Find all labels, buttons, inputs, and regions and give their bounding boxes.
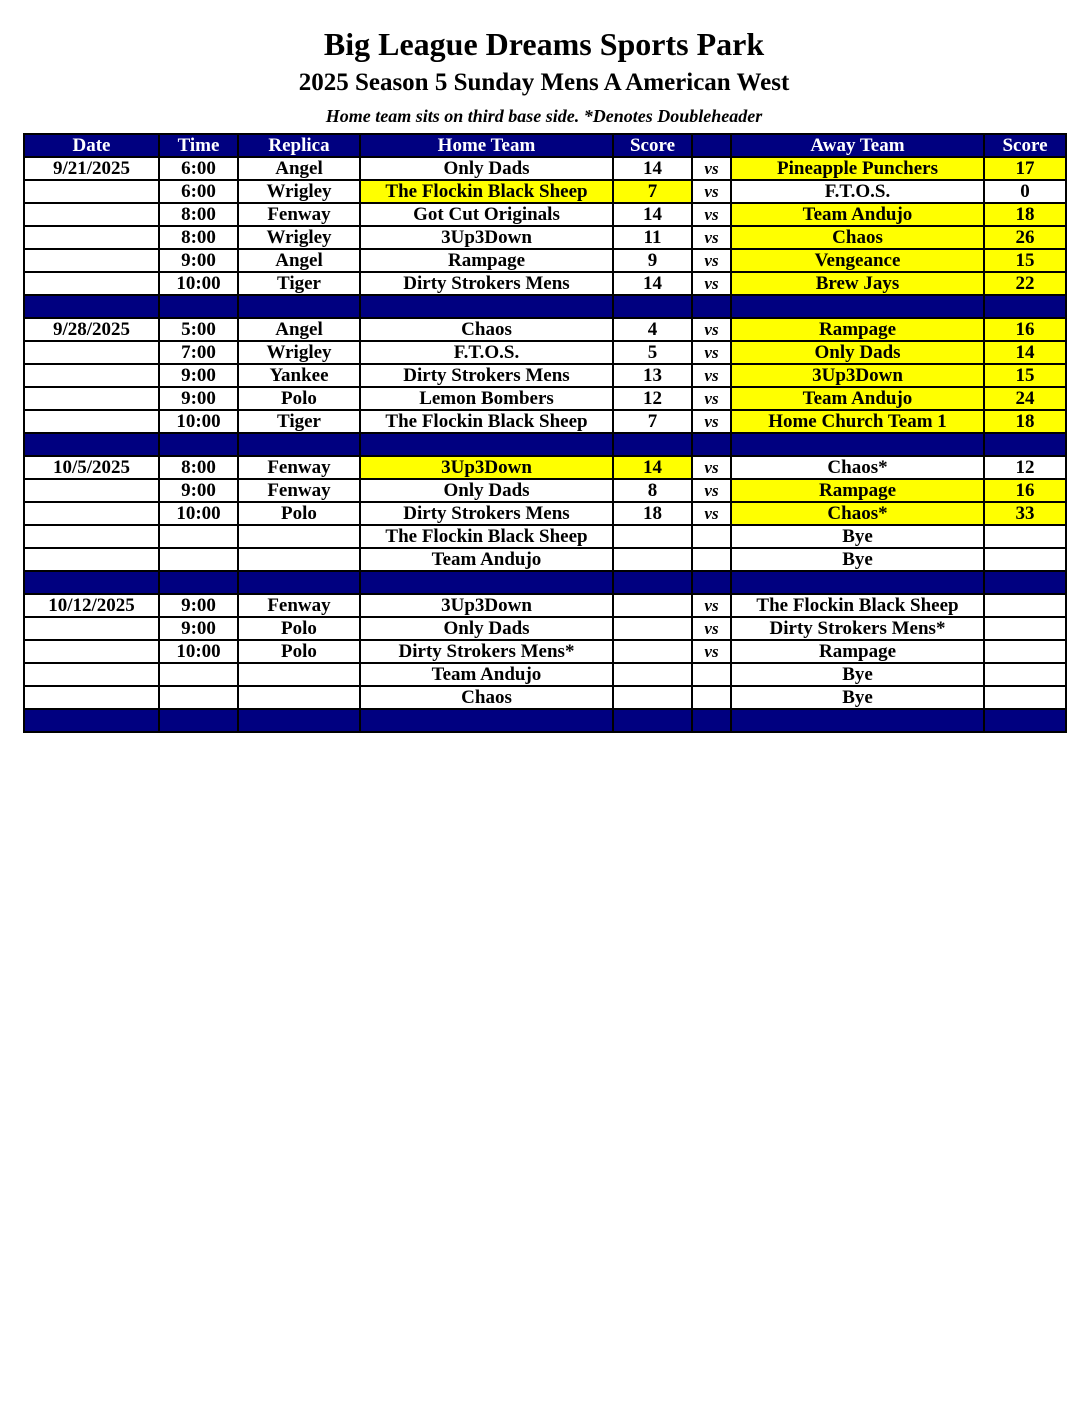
- away-score-cell: 12: [984, 456, 1066, 479]
- vs-cell: vs: [692, 364, 731, 387]
- away-team-cell: F.T.O.S.: [731, 180, 984, 203]
- time-cell: 10:00: [159, 640, 238, 663]
- game-row: [24, 525, 1066, 548]
- replica-cell: Angel: [238, 318, 360, 341]
- vs-cell: vs: [692, 456, 731, 479]
- separator-cell: [984, 709, 1066, 732]
- home-score-cell: 7: [613, 410, 692, 433]
- home-team-cell: Dirty Strokers Mens*: [360, 640, 613, 663]
- separator-cell: [24, 571, 159, 594]
- away-team-cell: Bye: [731, 548, 984, 571]
- game-row: [24, 180, 1066, 203]
- home-team-cell: Dirty Strokers Mens: [360, 272, 613, 295]
- week-separator-row: [24, 295, 1066, 318]
- away-team-cell: Bye: [731, 525, 984, 548]
- time-cell: 10:00: [159, 502, 238, 525]
- separator-cell: [984, 433, 1066, 456]
- date-cell: 10/5/2025: [24, 456, 159, 479]
- date-cell: [24, 617, 159, 640]
- home-team-cell: Dirty Strokers Mens: [360, 502, 613, 525]
- away-team-cell: Home Church Team 1: [731, 410, 984, 433]
- away-team-cell: Pineapple Punchers: [731, 157, 984, 180]
- away-score-cell: 15: [984, 249, 1066, 272]
- date-cell: [24, 180, 159, 203]
- date-cell: [24, 364, 159, 387]
- separator-cell: [238, 571, 360, 594]
- page-title: Big League Dreams Sports Park: [323, 26, 765, 62]
- away-team-cell: Team Andujo: [731, 203, 984, 226]
- away-team-cell: Rampage: [731, 640, 984, 663]
- game-row: [24, 663, 1066, 686]
- time-cell: 7:00: [159, 341, 238, 364]
- home-team-cell: Only Dads: [360, 157, 613, 180]
- date-cell: [24, 410, 159, 433]
- separator-cell: [692, 433, 731, 456]
- vs-cell: [692, 525, 731, 548]
- replica-cell: Tiger: [238, 272, 360, 295]
- time-cell: 10:00: [159, 272, 238, 295]
- separator-cell: [613, 295, 692, 318]
- away-score-cell: 17: [984, 157, 1066, 180]
- home-team-cell: Got Cut Originals: [360, 203, 613, 226]
- separator-cell: [159, 709, 238, 732]
- time-cell: 6:00: [159, 180, 238, 203]
- away-score-cell: [984, 548, 1066, 571]
- game-row: [24, 203, 1066, 226]
- game-row: [24, 686, 1066, 709]
- game-row: [24, 387, 1066, 410]
- game-row: [24, 410, 1066, 433]
- vs-cell: vs: [692, 387, 731, 410]
- replica-cell: Angel: [238, 249, 360, 272]
- replica-cell: Yankee: [238, 364, 360, 387]
- replica-cell: [238, 525, 360, 548]
- separator-cell: [731, 709, 984, 732]
- date-cell: [24, 686, 159, 709]
- vs-cell: vs: [692, 180, 731, 203]
- away-score-cell: 15: [984, 364, 1066, 387]
- vs-cell: vs: [692, 203, 731, 226]
- page-subtitle: 2025 Season 5 Sunday Mens A American West: [298, 69, 790, 96]
- home-score-cell: 13: [613, 364, 692, 387]
- home-score-cell: 14: [613, 203, 692, 226]
- separator-cell: [692, 571, 731, 594]
- home-score-cell: 4: [613, 318, 692, 341]
- time-cell: [159, 686, 238, 709]
- replica-cell: Wrigley: [238, 341, 360, 364]
- away-score-cell: 16: [984, 479, 1066, 502]
- game-row: [24, 364, 1066, 387]
- replica-cell: Polo: [238, 617, 360, 640]
- away-score-cell: 26: [984, 226, 1066, 249]
- away-score-cell: 14: [984, 341, 1066, 364]
- away-score-cell: 24: [984, 387, 1066, 410]
- home-team-cell: Chaos: [360, 318, 613, 341]
- separator-cell: [238, 433, 360, 456]
- vs-cell: vs: [692, 341, 731, 364]
- home-score-cell: 11: [613, 226, 692, 249]
- replica-cell: Polo: [238, 387, 360, 410]
- replica-cell: [238, 548, 360, 571]
- vs-cell: vs: [692, 249, 731, 272]
- home-team-cell: Chaos: [360, 686, 613, 709]
- vs-cell: [692, 686, 731, 709]
- replica-cell: Fenway: [238, 594, 360, 617]
- date-cell: [24, 640, 159, 663]
- week-separator-row: [24, 571, 1066, 594]
- separator-cell: [238, 295, 360, 318]
- separator-cell: [692, 295, 731, 318]
- vs-cell: vs: [692, 502, 731, 525]
- time-cell: 9:00: [159, 364, 238, 387]
- home-score-cell: [613, 686, 692, 709]
- home-team-cell: 3Up3Down: [360, 226, 613, 249]
- game-row: [24, 157, 1066, 180]
- vs-cell: vs: [692, 594, 731, 617]
- column-header-home-team: Home Team: [360, 134, 613, 157]
- away-team-cell: Vengeance: [731, 249, 984, 272]
- home-team-cell: Only Dads: [360, 617, 613, 640]
- column-header-date: Date: [24, 134, 159, 157]
- separator-cell: [24, 433, 159, 456]
- away-score-cell: [984, 594, 1066, 617]
- home-team-cell: F.T.O.S.: [360, 341, 613, 364]
- game-row: [24, 226, 1066, 249]
- schedule-table: [23, 133, 1067, 733]
- separator-cell: [613, 433, 692, 456]
- date-cell: [24, 226, 159, 249]
- home-team-cell: The Flockin Black Sheep: [360, 410, 613, 433]
- game-row: [24, 249, 1066, 272]
- game-row: [24, 272, 1066, 295]
- home-team-cell: Team Andujo: [360, 663, 613, 686]
- column-header-vs: [692, 134, 731, 157]
- separator-cell: [159, 295, 238, 318]
- home-score-cell: [613, 663, 692, 686]
- away-score-cell: [984, 525, 1066, 548]
- away-score-cell: 0: [984, 180, 1066, 203]
- vs-cell: vs: [692, 479, 731, 502]
- time-cell: 8:00: [159, 456, 238, 479]
- date-cell: [24, 525, 159, 548]
- home-score-cell: 7: [613, 180, 692, 203]
- away-score-cell: 18: [984, 203, 1066, 226]
- vs-cell: vs: [692, 318, 731, 341]
- home-score-cell: [613, 548, 692, 571]
- away-team-cell: Brew Jays: [731, 272, 984, 295]
- date-cell: [24, 479, 159, 502]
- time-cell: [159, 548, 238, 571]
- home-team-cell: Dirty Strokers Mens: [360, 364, 613, 387]
- home-team-cell: Only Dads: [360, 479, 613, 502]
- schedule-note: Home team sits on third base side. *Denotes Doubleheader: [325, 106, 763, 126]
- away-score-cell: 16: [984, 318, 1066, 341]
- home-score-cell: 12: [613, 387, 692, 410]
- home-team-cell: Lemon Bombers: [360, 387, 613, 410]
- vs-cell: vs: [692, 157, 731, 180]
- time-cell: 8:00: [159, 203, 238, 226]
- away-team-cell: Only Dads: [731, 341, 984, 364]
- game-row: [24, 456, 1066, 479]
- separator-cell: [984, 295, 1066, 318]
- home-score-cell: 5: [613, 341, 692, 364]
- time-cell: 9:00: [159, 617, 238, 640]
- replica-cell: Wrigley: [238, 180, 360, 203]
- game-row: [24, 548, 1066, 571]
- separator-cell: [731, 571, 984, 594]
- away-team-cell: Team Andujo: [731, 387, 984, 410]
- home-score-cell: 14: [613, 157, 692, 180]
- away-team-cell: Rampage: [731, 318, 984, 341]
- vs-cell: vs: [692, 617, 731, 640]
- header-row: [24, 134, 1066, 157]
- away-team-cell: The Flockin Black Sheep: [731, 594, 984, 617]
- date-cell: [24, 663, 159, 686]
- time-cell: [159, 663, 238, 686]
- date-cell: 10/12/2025: [24, 594, 159, 617]
- game-row: [24, 479, 1066, 502]
- game-row: [24, 502, 1066, 525]
- time-cell: 6:00: [159, 157, 238, 180]
- away-team-cell: Dirty Strokers Mens*: [731, 617, 984, 640]
- away-score-cell: [984, 640, 1066, 663]
- vs-cell: vs: [692, 272, 731, 295]
- replica-cell: Wrigley: [238, 226, 360, 249]
- vs-cell: vs: [692, 226, 731, 249]
- home-team-cell: 3Up3Down: [360, 594, 613, 617]
- home-team-cell: Team Andujo: [360, 548, 613, 571]
- date-cell: [24, 502, 159, 525]
- home-team-cell: 3Up3Down: [360, 456, 613, 479]
- date-cell: [24, 341, 159, 364]
- away-team-cell: Chaos*: [731, 456, 984, 479]
- date-cell: [24, 548, 159, 571]
- time-cell: 9:00: [159, 594, 238, 617]
- separator-cell: [692, 709, 731, 732]
- time-cell: 8:00: [159, 226, 238, 249]
- separator-cell: [360, 571, 613, 594]
- away-team-cell: Bye: [731, 663, 984, 686]
- game-row: [24, 318, 1066, 341]
- time-cell: [159, 525, 238, 548]
- away-score-cell: 33: [984, 502, 1066, 525]
- game-row: [24, 617, 1066, 640]
- separator-cell: [731, 433, 984, 456]
- replica-cell: Fenway: [238, 203, 360, 226]
- column-header-away-score: Score: [984, 134, 1066, 157]
- vs-cell: [692, 548, 731, 571]
- away-team-cell: 3Up3Down: [731, 364, 984, 387]
- away-score-cell: [984, 686, 1066, 709]
- home-score-cell: 14: [613, 272, 692, 295]
- home-team-cell: Rampage: [360, 249, 613, 272]
- date-cell: [24, 203, 159, 226]
- away-score-cell: 18: [984, 410, 1066, 433]
- separator-cell: [984, 571, 1066, 594]
- away-score-cell: 22: [984, 272, 1066, 295]
- away-score-cell: [984, 663, 1066, 686]
- date-cell: 9/21/2025: [24, 157, 159, 180]
- separator-cell: [360, 709, 613, 732]
- separator-cell: [24, 295, 159, 318]
- away-team-cell: Chaos*: [731, 502, 984, 525]
- replica-cell: [238, 663, 360, 686]
- home-score-cell: 9: [613, 249, 692, 272]
- time-cell: 5:00: [159, 318, 238, 341]
- home-score-cell: [613, 640, 692, 663]
- column-header-time: Time: [159, 134, 238, 157]
- replica-cell: [238, 686, 360, 709]
- home-score-cell: [613, 617, 692, 640]
- column-header-replica: Replica: [238, 134, 360, 157]
- home-score-cell: 18: [613, 502, 692, 525]
- separator-cell: [731, 295, 984, 318]
- home-team-cell: The Flockin Black Sheep: [360, 180, 613, 203]
- column-header-home-score: Score: [613, 134, 692, 157]
- replica-cell: Angel: [238, 157, 360, 180]
- home-score-cell: [613, 594, 692, 617]
- replica-cell: Tiger: [238, 410, 360, 433]
- home-score-cell: 8: [613, 479, 692, 502]
- vs-cell: vs: [692, 410, 731, 433]
- date-cell: [24, 272, 159, 295]
- vs-cell: [692, 663, 731, 686]
- column-header-away-team: Away Team: [731, 134, 984, 157]
- schedule-body: [24, 157, 1066, 732]
- replica-cell: Polo: [238, 502, 360, 525]
- game-row: [24, 594, 1066, 617]
- time-cell: 9:00: [159, 479, 238, 502]
- date-cell: 9/28/2025: [24, 318, 159, 341]
- separator-cell: [613, 709, 692, 732]
- time-cell: 9:00: [159, 249, 238, 272]
- separator-cell: [613, 571, 692, 594]
- away-team-cell: Bye: [731, 686, 984, 709]
- replica-cell: Fenway: [238, 456, 360, 479]
- home-score-cell: 14: [613, 456, 692, 479]
- away-team-cell: Rampage: [731, 479, 984, 502]
- vs-cell: vs: [692, 640, 731, 663]
- separator-cell: [24, 709, 159, 732]
- away-score-cell: [984, 617, 1066, 640]
- time-cell: 10:00: [159, 410, 238, 433]
- separator-cell: [238, 709, 360, 732]
- separator-cell: [360, 295, 613, 318]
- game-row: [24, 341, 1066, 364]
- time-cell: 9:00: [159, 387, 238, 410]
- separator-cell: [360, 433, 613, 456]
- replica-cell: Fenway: [238, 479, 360, 502]
- date-cell: [24, 249, 159, 272]
- week-separator-row: [24, 433, 1066, 456]
- game-row: [24, 640, 1066, 663]
- replica-cell: Polo: [238, 640, 360, 663]
- separator-cell: [159, 571, 238, 594]
- away-team-cell: Chaos: [731, 226, 984, 249]
- home-score-cell: [613, 525, 692, 548]
- home-team-cell: The Flockin Black Sheep: [360, 525, 613, 548]
- week-separator-row: [24, 709, 1066, 732]
- separator-cell: [159, 433, 238, 456]
- date-cell: [24, 387, 159, 410]
